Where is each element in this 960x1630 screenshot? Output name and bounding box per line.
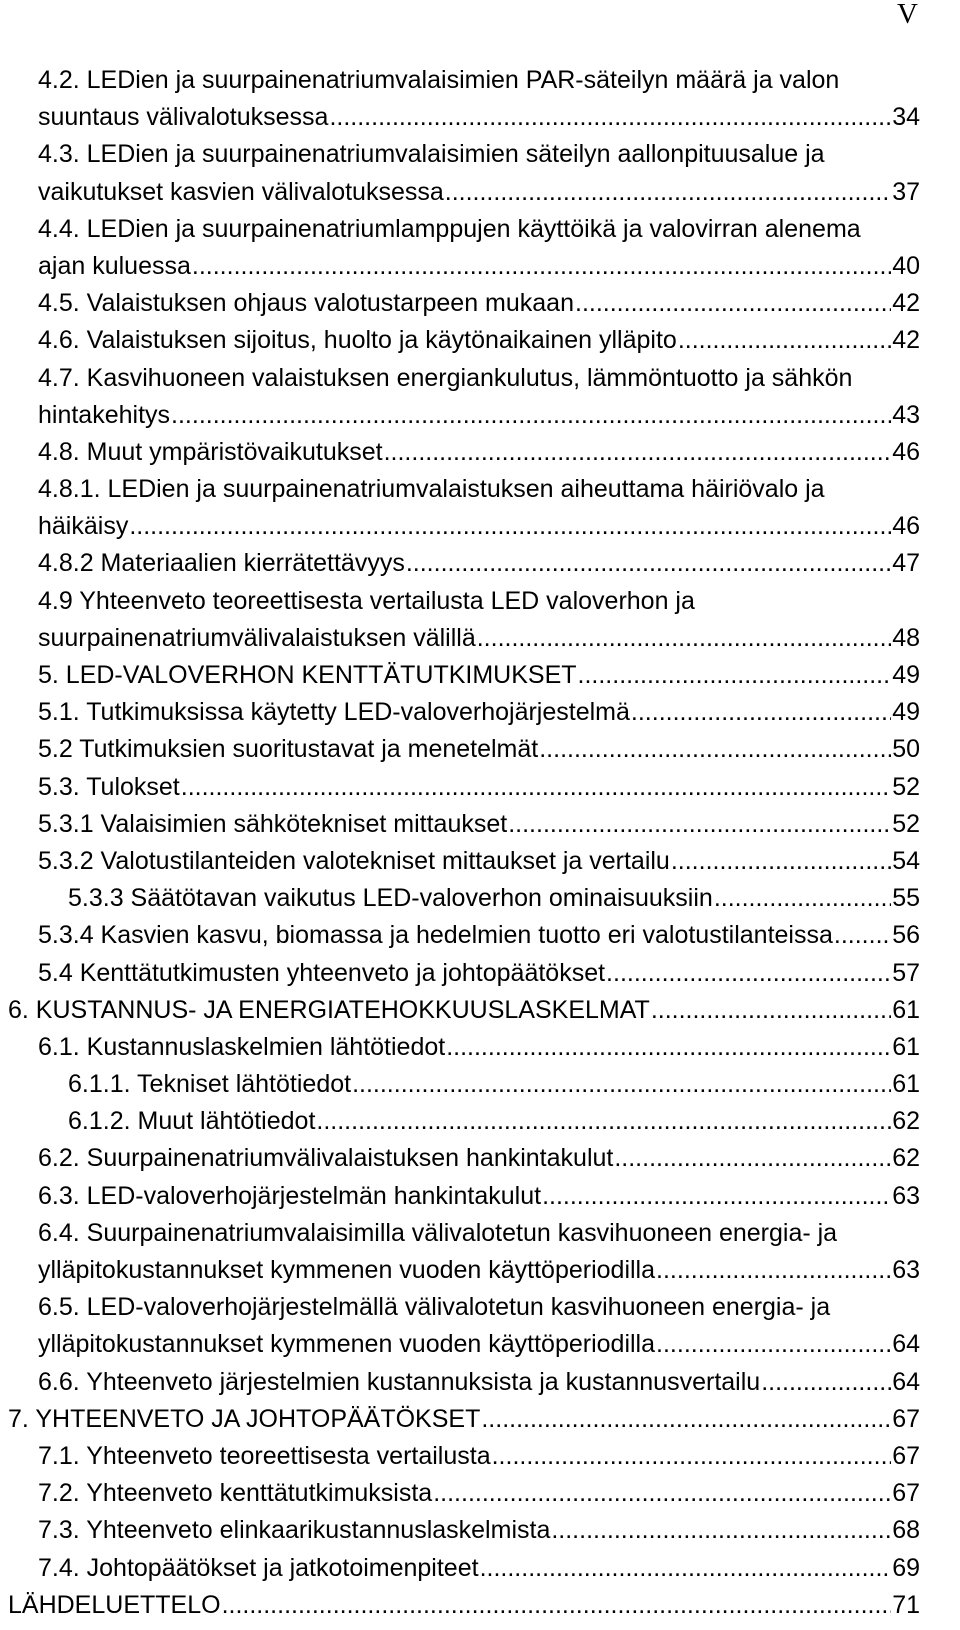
toc-entry-title: 6.3. LED-valoverhojärjestelmän hankintakulut <box>38 1181 542 1210</box>
toc-page-number: 52 <box>892 772 920 801</box>
dot-leader <box>656 1252 891 1289</box>
dot-leader <box>181 769 891 806</box>
toc-entry[interactable] <box>0 880 920 917</box>
toc-entry-title: 7.4. Johtopäätökset ja jatkotoimenpiteet <box>38 1553 479 1582</box>
dot-leader <box>551 1512 891 1549</box>
table-of-contents <box>0 62 920 1624</box>
toc-entry-title: LÄHDELUETTELO <box>8 1590 221 1619</box>
dot-leader <box>433 1475 891 1512</box>
toc-entry-title: 6.1.1. Tekniset lähtötiedot <box>68 1070 352 1099</box>
toc-entry-title: 6. KUSTANNUS- JA ENERGIATEHOKKUUSLASKELMAT <box>8 995 650 1024</box>
dot-leader <box>539 731 891 768</box>
toc-page-number: 52 <box>892 809 920 838</box>
toc-entry[interactable] <box>0 731 920 768</box>
toc-entry[interactable] <box>0 1587 920 1624</box>
dot-leader <box>406 545 891 582</box>
toc-page-number: 67 <box>892 1441 920 1470</box>
toc-page-number: 63 <box>892 1181 920 1210</box>
toc-page-number: 64 <box>892 1330 920 1359</box>
toc-entry-title: 4.9 Yhteenveto teoreettisesta vertailusta LED valoverhon ja <box>38 586 695 615</box>
dot-leader <box>316 1103 891 1140</box>
toc-page-number: 49 <box>892 698 920 727</box>
dot-leader <box>329 99 891 136</box>
toc-entry-title: 6.6. Yhteenveto järjestelmien kustannuksista ja kustannusvertailu <box>38 1367 761 1396</box>
toc-entry[interactable] <box>0 1438 920 1475</box>
toc-entry[interactable] <box>0 434 920 471</box>
toc-entry[interactable] <box>0 1029 920 1066</box>
toc-entry[interactable] <box>0 1512 920 1549</box>
toc-entry[interactable] <box>0 360 920 434</box>
dot-leader <box>352 1066 891 1103</box>
dot-leader <box>631 694 891 731</box>
toc-entry-title: 6.4. Suurpainenatriumvalaisimilla välivalotetun kasvihuoneen energia- ja <box>38 1218 838 1247</box>
toc-entry[interactable] <box>0 1215 920 1289</box>
toc-entry-title-continued: ajan kuluessa <box>38 251 191 280</box>
toc-entry-title: 5.3.4 Kasvien kasvu, biomassa ja hedelmien tuotto eri valotustilanteissa <box>38 921 833 950</box>
toc-page-number: 62 <box>892 1144 920 1173</box>
dot-leader <box>651 992 891 1029</box>
toc-entry-title: 4.6. Valaistuksen sijoitus, huolto ja käytönaikainen ylläpito <box>38 326 677 355</box>
dot-leader <box>384 434 892 471</box>
toc-entry-title-continued: ylläpitokustannukset kymmenen vuoden käyttöperiodilla <box>38 1330 656 1359</box>
toc-page-number: 64 <box>892 1367 920 1396</box>
toc-page-number: 57 <box>892 958 920 987</box>
toc-entry-title-continued: suuntaus välivalotuksessa <box>38 103 329 132</box>
toc-entry-title: 5. LED-VALOVERHON KENTTÄTUTKIMUKSET <box>38 661 577 689</box>
toc-entry[interactable] <box>0 471 920 545</box>
toc-entry-title: 5.3. Tulokset <box>38 772 180 801</box>
toc-page-number: 67 <box>892 1404 920 1433</box>
dot-leader <box>481 1401 891 1438</box>
toc-entry[interactable] <box>0 806 920 843</box>
toc-entry-title: 4.8.1. LEDien ja suurpainenatriumvalaistuksen aiheuttama häiriövalo ja <box>38 475 825 504</box>
toc-page-number: 61 <box>892 995 920 1024</box>
toc-entry[interactable] <box>0 694 920 731</box>
dot-leader <box>578 657 892 694</box>
dot-leader <box>445 174 891 211</box>
toc-entry-title: 6.5. LED-valoverhojärjestelmällä välivalotetun kasvihuoneen energia- ja <box>38 1293 831 1322</box>
toc-entry[interactable] <box>0 1364 920 1401</box>
dot-leader <box>714 880 891 917</box>
toc-entry-title-continued: suurpainenatriumvälivalaistuksen välillä <box>38 623 476 652</box>
toc-entry-title: 5.3.1 Valaisimien sähkötekniset mittaukset <box>38 809 508 838</box>
dot-leader <box>614 1140 891 1177</box>
dot-leader <box>575 285 891 322</box>
dot-leader <box>477 620 891 657</box>
toc-entry[interactable] <box>0 1550 920 1587</box>
dot-leader <box>222 1587 892 1624</box>
toc-entry[interactable] <box>0 1140 920 1177</box>
toc-entry[interactable] <box>0 917 920 954</box>
toc-entry-title: 4.4. LEDien ja suurpainenatriumlamppujen käyttöikä ja valovirran alenema <box>38 214 861 243</box>
dot-leader <box>542 1178 891 1215</box>
toc-page-number: 55 <box>892 884 920 913</box>
dot-leader <box>129 508 891 545</box>
toc-entry-title: 5.3.2 Valotustilanteiden valotekniset mittaukset ja vertailu <box>38 846 670 875</box>
toc-page-number: 62 <box>892 1107 920 1136</box>
toc-page-number: 47 <box>892 549 920 578</box>
dot-leader <box>492 1438 892 1475</box>
toc-entry[interactable] <box>0 1178 920 1215</box>
toc-entry[interactable] <box>0 1103 920 1140</box>
toc-entry-title: 6.2. Suurpainenatriumvälivalaistuksen hankintakulut <box>38 1144 614 1173</box>
toc-entry-title: 7.3. Yhteenveto elinkaarikustannuslaskelmista <box>38 1516 551 1545</box>
page-number-roman: V <box>897 0 918 30</box>
toc-entry-title: 6.1. Kustannuslaskelmien lähtötiedot <box>38 1032 446 1061</box>
toc-entry[interactable] <box>0 657 920 694</box>
toc-page-number: 68 <box>892 1516 920 1545</box>
toc-entry-title: 5.1. Tutkimuksissa käytetty LED-valoverhojärjestelmä <box>38 698 630 727</box>
toc-page-number: 40 <box>892 251 920 280</box>
toc-page-number: 43 <box>892 400 920 429</box>
toc-page-number: 54 <box>892 846 920 875</box>
toc-page-number: 46 <box>892 512 920 541</box>
dot-leader <box>171 397 891 434</box>
toc-entry[interactable] <box>0 62 920 136</box>
toc-entry-title: 4.8. Muut ympäristövaikutukset <box>38 437 383 466</box>
toc-page-number: 61 <box>892 1032 920 1061</box>
toc-entry-title: 7. YHTEENVETO JA JOHTOPÄÄTÖKSET <box>8 1404 481 1433</box>
toc-entry-title-continued: hintakehitys <box>38 400 171 429</box>
toc-page-number: 37 <box>892 177 920 206</box>
dot-leader <box>606 955 891 992</box>
toc-entry-title-continued: ylläpitokustannukset kymmenen vuoden käyttöperiodilla <box>38 1256 656 1284</box>
toc-page-number: 69 <box>892 1553 920 1582</box>
dot-leader <box>671 843 891 880</box>
toc-entry-title-continued: vaikutukset kasvien välivalotuksessa <box>38 177 444 206</box>
toc-page-number: 56 <box>892 921 920 950</box>
toc-entry-title: 7.2. Yhteenveto kenttätutkimuksista <box>38 1479 433 1508</box>
dot-leader <box>656 1326 891 1363</box>
dot-leader <box>678 322 891 359</box>
toc-entry[interactable] <box>0 1475 920 1512</box>
toc-page-number: 71 <box>892 1590 920 1619</box>
toc-page-number: 63 <box>892 1256 920 1284</box>
toc-entry-title-continued: häikäisy <box>38 512 129 541</box>
toc-entry-title: 4.8.2 Materiaalien kierrätettävyys <box>38 549 405 578</box>
dot-leader <box>192 248 891 285</box>
toc-entry[interactable] <box>0 285 920 322</box>
toc-entry[interactable] <box>0 1289 920 1363</box>
toc-entry[interactable] <box>0 545 920 582</box>
toc-page-number: 49 <box>892 661 920 689</box>
toc-page-number: 42 <box>892 289 920 318</box>
toc-page-number: 61 <box>892 1070 920 1099</box>
toc-entry[interactable] <box>0 1401 920 1438</box>
toc-page-number: 46 <box>892 437 920 466</box>
toc-entry-title: 5.3.3 Säätötavan vaikutus LED-valoverhon ominaisuuksiin <box>68 884 713 913</box>
toc-page-number: 34 <box>892 103 920 132</box>
dot-leader <box>761 1364 891 1401</box>
toc-entry[interactable] <box>0 992 920 1029</box>
toc-entry-title: 7.1. Yhteenveto teoreettisesta vertailusta <box>38 1441 491 1470</box>
toc-entry[interactable] <box>0 1066 920 1103</box>
toc-entry-title: 4.2. LEDien ja suurpainenatriumvalaisimien PAR-säteilyn määrä ja valon <box>38 66 840 94</box>
toc-entry-title: 4.3. LEDien ja suurpainenatriumvalaisimien säteilyn aallonpituusalue ja <box>38 140 825 169</box>
toc-entry[interactable] <box>0 136 920 210</box>
toc-entry[interactable] <box>0 955 920 992</box>
toc-entry[interactable] <box>0 211 920 285</box>
toc-entry[interactable] <box>0 843 920 880</box>
toc-entry-title: 4.5. Valaistuksen ohjaus valotustarpeen mukaan <box>38 289 574 318</box>
toc-entry[interactable] <box>0 583 920 657</box>
dot-leader <box>446 1029 891 1066</box>
toc-entry[interactable] <box>0 769 920 806</box>
toc-entry-title: 5.2 Tutkimuksien suoritustavat ja menetelmät <box>38 735 539 764</box>
toc-page-number: 67 <box>892 1479 920 1508</box>
toc-page-number: 42 <box>892 326 920 355</box>
toc-page-number: 48 <box>892 623 920 652</box>
dot-leader <box>480 1550 892 1587</box>
dot-leader <box>508 806 891 843</box>
toc-entry-title: 4.7. Kasvihuoneen valaistuksen energiankulutus, lämmöntuotto ja sähkön <box>38 363 853 392</box>
toc-page-number: 50 <box>892 735 920 764</box>
toc-entry[interactable] <box>0 322 920 359</box>
toc-entry-title: 6.1.2. Muut lähtötiedot <box>68 1107 316 1136</box>
toc-entry-title: 5.4 Kenttätutkimusten yhteenveto ja johtopäätökset <box>38 958 606 987</box>
dot-leader <box>834 917 891 954</box>
